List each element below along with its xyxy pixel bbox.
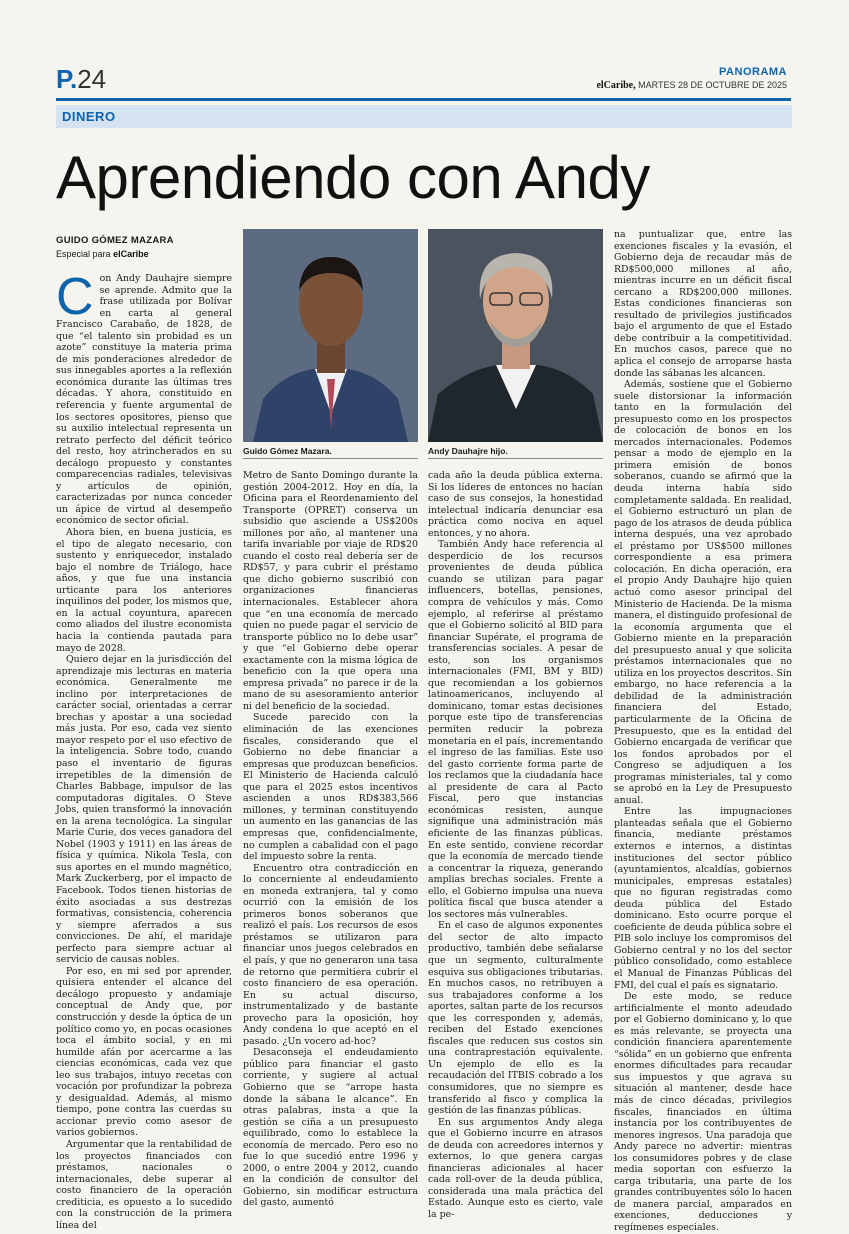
header-rule (56, 98, 791, 101)
paragraph: Entre las impugnaciones planteadas señala que el Gobierno financia, mediante préstamos externos e internos, a distintas instituciones del sector público (ayuntamientos, alcaldías, gobiernos municipales, empresas estatales) que no figuran registradas como deuda pública del Estado dominicano. Esto ocurre porque el coeficiente de deuda pública sobre el PIB solo incluye los compromisos del Gobierno central y no los del sector público consolidado, como establece el Manual de Finanzas Públicas del FMI, del cual el país es signatario. (614, 806, 792, 991)
section-name: PANORAMA (719, 66, 787, 78)
article-title: Aprendiendo con Andy (56, 144, 650, 211)
paragraph: cada año la deuda pública externa. Si los líderes de entonces no hacían caso de sus consejos, la honestidad intelectual indicaría denunciar esa práctica como nociva en aquel entonces, y no ahora. (428, 470, 603, 539)
author-name: GUIDO GÓMEZ MAZARA (56, 235, 174, 246)
paragraph: Quiero dejar en la jurisdicción del aprendizaje mis lecturas en materia económica. Generalmente me inclino por interpretaciones de carácter social, orientadas a cerrar brechas y apostar a una sociedad más justa. Por eso, cada vez siento mayor respeto por el uso efectivo de la inteligencia. Sobre todo, cuando paso el inventario de figuras irrepetibles de la dimensión de Charles Babbage, impulsor de las computadoras digitales. O Steve Jobs, quien transformó la innovación en la arena tecnológica. La singular Marie Curie, dos veces ganadora del Nobel (1903 y 1911) en las áreas de física y química. Nikola Tesla, con sus aportes en el mundo magnético, Mark Zuckerberg, por el impacto de Facebook. Todos tienen historias de éxito asociadas a sus destrezas formativas, consistencia, coherencia y siempre aferrados a sus convicciones. De ahí, el maridaje perfecto para siempre actuar al servicio de causas nobles. (56, 654, 232, 966)
page-number (56, 66, 106, 92)
brand-name: elCaribe, (596, 80, 636, 91)
author-role (56, 249, 236, 259)
article-column-4 (614, 229, 792, 1234)
photo-caption-2: Andy Dauhajre hijo. (428, 446, 508, 456)
paragraph: Además, sostiene que el Gobierno suele distorsionar la información tanto en la formulación del presupuesto como en los prospectos de colocación de bonos en los mercados internacionales. Podemos pensar a modo de ejemplo en la primera emisión de bonos soberanos, cuando se afirmó que la deuda interna había sido completamente saldada. En realidad, el Gobierno estructuró un plan de pago de los atrasos de deuda pública interna después, una vez aprobado el préstamo por US$500 millones correspondiente a esa primera colocación. En dicha operación, era el propio Andy Dauhajre hijo quien actuó como asesor principal del Ministerio de Hacienda. De la misma manera, el distinguido profesional de la economía argumenta que el Gobierno miente en la preparación del presupuesto anual y que solicita préstamos internacionales que no utiliza en los proyectos descritos. Sin embargo, no hace referencia a la debilidad de la administración financiera del Estado, particularmente de la Oficina de Presupuesto, que es la entidad del Gobierno encargada de verificar que los fondos aprobados por el Congreso se adjudiquen a los programas ministeriales, tal y como se aprobó en la Ley de Presupuesto anual. (614, 379, 792, 806)
role-outlet: elCaribe (113, 249, 149, 259)
photo-caption-1: Guido Gómez Mazara. (243, 446, 332, 456)
paragraph: Argumentar que la rentabilidad de los proyectos financiados con préstamos, nacionales o internacionales, debe superar al costo financiero de la operación crediticia, es opuesto a lo sucedido con la construcción de la primera línea del (56, 1139, 232, 1231)
category-label: DINERO (62, 109, 116, 124)
paragraph-text: on Andy Dauhajre siempre se aprende. Admito que la frase utilizada por Bolívar en carta al general Francisco Carabaño, de 1828, de que “el talento sin probidad es un azote” constituye la materia prima de mis ponderaciones alrededor de sus innegables aportes a la reflexión económica durante las últimas tres décadas. Y ahora, constituido en referencia y fuente argumental de los sectores opositores, pienso que su auxilio intelectual representa un retrato perfecto del déficit teórico del resto, hoy atrincherados en su decálogo propuesto y constantes comparecencias radiales, televisivas y artículos de opinión, caracterizadas por nunca conceder un ápice de virtud al desempeño económico de sector oficial. (56, 273, 232, 527)
paragraph: Encuentro otra contradicción en lo concerniente al endeudamiento en moneda extranjera, tal y como ocurrió con la emisión de los primeros bonos soberanos que realizó el país. Los recursos de esos préstamos se utilizaron para financiar unos juegos celebrados en el país, y que no generaron una tasa de retorno que permitiera cubrir el costo financiero de esa operación. En su actual discurso, instrumentalizado y de bastante provecho para la oposición, hoy Andy condena lo que aceptó en el pasado. ¿Un vocero ad-hoc? (243, 862, 418, 1047)
page-prefix: P. (56, 64, 78, 94)
article-column-3 (428, 470, 603, 1221)
paragraph: Metro de Santo Domingo durante la gestión 2004-2012. Hoy en día, la Oficina para el Reordenamiento del Transporte (OPRET) conserva un subsidio que asciende a US$200s millones por año, al mantener una tarifa invariable por viaje de RD$20 cuando el costo real debería ser de RD$57, y para cubrir el préstamo que dicho gobierno suscribió con organizaciones financieras internacionales. Establecer ahora que “en una economía de mercado quien no puede pagar el servicio de transporte público no lo debe usar” y que “el Gobierno debe operar exactamente con la misma lógica de beneficio con la que opera una empresa privada” no parece ir de la mano de su asesoramiento anterior ni del beneficio de la sociedad. (243, 470, 418, 712)
caption-rule-2 (428, 458, 603, 459)
issue-date: MARTES 28 DE OCTUBRE DE 2025 (638, 80, 787, 90)
portrait-1-illustration (243, 229, 418, 442)
article-column-1 (56, 268, 232, 1231)
paragraph (56, 268, 232, 527)
article-column-2 (243, 470, 418, 1209)
page-number-value: 24 (77, 64, 107, 94)
paragraph: Ahora bien, en buena justicia, es el tipo de alegato necesario, con sustento y enriquecedor, instalado bajo el nombre de Triálogo, hace años, y que fue una instancia urticante para los anteriores inquilinos del poder, los mismos que, en la actual coyuntura, aparecen como aliados del ilustre economista hacia la contienda pautada para mayo de 2028. (56, 527, 232, 654)
paragraph: na puntualizar que, entre las exenciones fiscales y la evasión, el Gobierno deja de recaudar más de RD$500,000 millones al año, mientras incurre en un déficit fiscal cercano a RD$200,000 millones. Estas condiciones financieras son resultado de privilegios justificados bajo el argumento de que el Estado debe contribuir a la competitividad. En muchos casos, parece que no aplica el consejo de arroparse hasta donde las sábanas les alcancen. (614, 229, 792, 379)
paragraph: En sus argumentos Andy alega que el Gobierno incurre en atrasos de deuda con acreedores internos y externos, lo que genera cargas financieras adicionales al hacer cada roll-over de la deuda pública, considerada una mala práctica del Estado. Aunque esto es cierto, vale la pe- (428, 1116, 603, 1220)
portrait-2-illustration (428, 229, 603, 442)
category-bar (56, 105, 792, 128)
byline (56, 235, 236, 259)
paragraph: En el caso de algunos exponentes del sector de alto impacto productivo, también debe señalarse que un segmento, culturalmente esquiva sus obligaciones tributarias. En muchos casos, no retribuyen a sus trabajadores conforme a los aportes, saltan parte de los recursos que les corresponden y, además, reciben del Estado exenciones fiscales que reducen sus costos sin una contraprestación equivalente. Un ejemplo de ello es la recaudación del ITBIS cobrado a los consumidores, que no siempre es transferido al fisco y complica la gestión de las finanzas públicas. (428, 920, 603, 1117)
paragraph: Por eso, en mi sed por aprender, quisiera entender el alcance del decálogo propuesto y andamiaje conceptual de Andy que, por construcción y desde la óptica de un político como yo, en pocas ocasiones toca el ámbito social, y en mi humilde afán por acercarme a las ciencias económicas, cada vez que leo sus trabajos, intuyo recetas con vocación por profundizar la pobreza y desigualdad. Además, al mismo tiempo, pone contra las cuerdas su accionar previo como asesor de varios gobiernos. (56, 965, 232, 1139)
paragraph: Sucede parecido con la eliminación de las exenciones fiscales, considerando que el Gobierno no debe financiar a empresas que produzcan beneficios. El Ministerio de Hacienda calculó que para el 2025 estos incentivos ascienden a unos RD$383,566 millones, y terminan constituyendo un aumento en las ganancias de las empresas que, confidencialmente, no cumplen a cabalidad con el pago del impuesto sobre la renta. (243, 712, 418, 863)
paragraph: También Andy hace referencia al desperdicio de los recursos provenientes de deuda pública cuando se utilizan para pagar influencers, botellas, pensiones, compra de vehículos y más. Como ejemplo, al referirse al préstamo que el Gobierno solicitó al BID para financiar Supérate, el programa de transferencias sociales. A pesar de esto, son los organismos internacionales (FMI, BM y BID) que recomiendan a los gobiernos latinoamericanos, incluyendo al dominicano, tomar estas decisiones porque este tipo de transferencias permiten reducir la pobreza monetaria en el país, incrementando el ingreso de las familias. Este uso del gasto corriente forma parte de los reclamos que la ciudadanía hace al presidente de cara al Pacto Fiscal, pero que instancias económicas resisten, aunque signifique una administración más eficiente de las finanzas públicas. En este sentido, conviene recordar que la economía de mercado tiende a concentrar la riqueza, generando amplias brechas sociales. Frente a ello, el Gobierno impulsa una nueva política fiscal que busca atender a los sectores más vulnerables. (428, 539, 603, 920)
drop-cap: C (56, 268, 94, 326)
caption-rule-1 (243, 458, 418, 459)
paragraph: De este modo, se reduce artificialmente el monto adeudado por el Gobierno dominicano y, lo que es más relevante, se proyecta una condición financiera aparentemente “sólida” en un gobierno que enfrenta enormes dificultades para recaudar sus impuestos y que agrava su situación al mantener, desde hace más de cinco décadas, privilegios fiscales, financiados en última instancia por los contribuyentes de menores ingresos. Una paradoja que Andy parece no advertir: mientras los consumidores pobres y de clase media soportan con esfuerzo la carga tributaria, una parte de los grandes contribuyentes sólo lo hacen de manera parcial, amparados en exenciones, deducciones y regímenes especiales. (614, 991, 792, 1234)
masthead-line (596, 80, 787, 91)
paragraph: Desaconseja el endeudamiento público para financiar el gasto corriente, y sugiere al actual Gobierno que se “arrope hasta donde la sábana le alcance”. En otras palabras, insta a que la gestión se ciña a un presupuesto equilibrado, como lo establece la economía de mercado. Pero eso no fue lo que sucedió entre 1996 y 2000, o entre 2004 y 2012, cuando en la condición de consultor del Gobierno, sin modificar estructura del gasto, aumentó (243, 1047, 418, 1209)
role-prefix: Especial para (56, 249, 111, 259)
photo-andy-dauhajre (428, 229, 603, 442)
photo-guido-gomez-mazara (243, 229, 418, 442)
